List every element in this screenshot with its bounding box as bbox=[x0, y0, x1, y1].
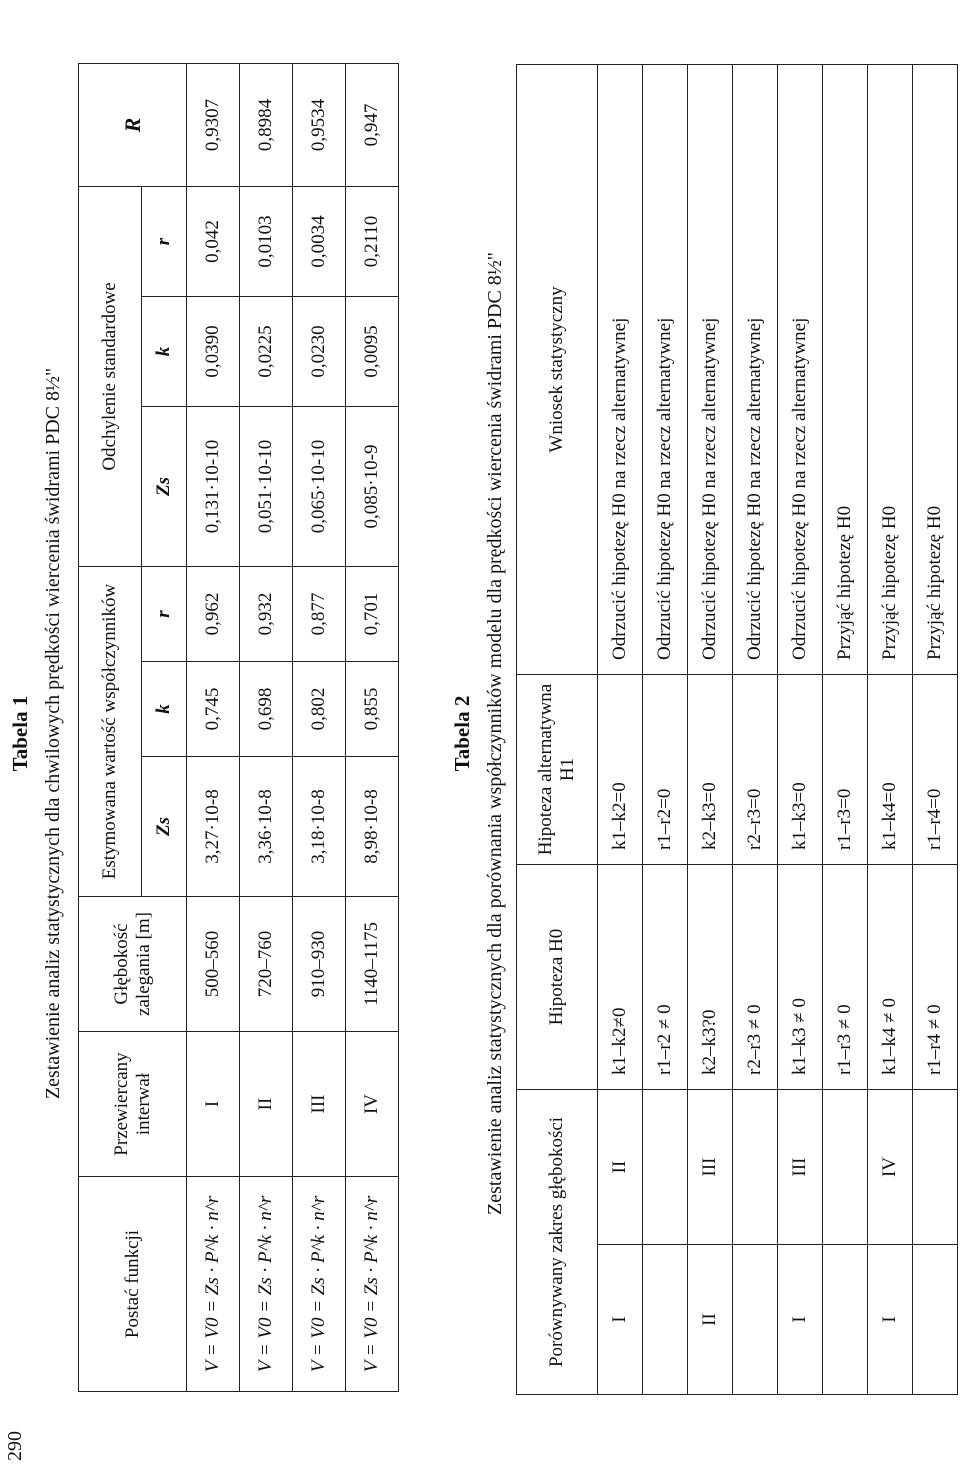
conclusion-cell: Przyjąć hipotezę H0 bbox=[913, 64, 958, 674]
header-conclusion: Wniosek statystyczny bbox=[517, 64, 598, 674]
interval-cell: III bbox=[293, 1032, 346, 1177]
est-zs-cell: 3,27·10-8 bbox=[187, 757, 240, 897]
depth-cell: 1140–1175 bbox=[346, 897, 399, 1032]
table1 bbox=[78, 63, 399, 1392]
range-a-cell bbox=[913, 1245, 958, 1395]
header-std-dev: Odchylenie standardowe bbox=[79, 186, 142, 566]
range-a-cell: I bbox=[778, 1245, 823, 1395]
sd-r-cell: 0,0034 bbox=[293, 186, 346, 296]
est-zs-cell: 3,36·10-8 bbox=[240, 757, 293, 897]
header-range: Porównywany zakres głębokości bbox=[517, 1089, 598, 1394]
range-a-cell: I bbox=[598, 1245, 643, 1395]
range-a-cell bbox=[823, 1245, 868, 1395]
h1-cell: k1–k2=0 bbox=[598, 674, 643, 864]
header-interval: Przewiercany interwał bbox=[79, 1032, 187, 1177]
sd-k-cell: 0,0390 bbox=[187, 297, 240, 407]
conclusion-cell: Przyjąć hipotezę H0 bbox=[868, 64, 913, 674]
range-b-cell: II bbox=[598, 1089, 643, 1244]
formula-cell: V = V0 = Zs · P^k · n^r bbox=[346, 1177, 399, 1392]
formula-cell: V = V0 = Zs · P^k · n^r bbox=[240, 1177, 293, 1392]
conclusion-cell: Odrzucić hipotezę H0 na rzecz alternatywnej bbox=[778, 64, 823, 674]
range-b-cell: IV bbox=[868, 1089, 913, 1244]
table1-subtitle: Zestawienie analiz statystycznych dla chwilowych prędkości wiercenia świdrami PDC 8½" bbox=[42, 367, 64, 1100]
sd-k-cell: 0,0095 bbox=[346, 297, 399, 407]
est-k-cell: 0,745 bbox=[187, 662, 240, 757]
est-zs-cell: 3,18·10-8 bbox=[293, 757, 346, 897]
sd-r-cell: 0,2110 bbox=[346, 186, 399, 296]
header-h1: Hipoteza alternatywna H1 bbox=[517, 674, 598, 864]
header-R: R bbox=[79, 63, 187, 186]
header-est-r: r bbox=[142, 567, 187, 662]
range-a-cell bbox=[733, 1245, 778, 1395]
range-b-cell bbox=[823, 1089, 868, 1244]
header-h0: Hipoteza H0 bbox=[517, 864, 598, 1089]
sd-zs-cell: 0,065·10-10 bbox=[293, 407, 346, 567]
est-r-cell: 0,877 bbox=[293, 567, 346, 662]
range-a-cell: I bbox=[868, 1245, 913, 1395]
h0-cell: r2–r3 ≠ 0 bbox=[733, 864, 778, 1089]
h0-cell: r1–r4 ≠ 0 bbox=[913, 864, 958, 1089]
formula-cell: V = V0 = Zs · P^k · n^r bbox=[187, 1177, 240, 1392]
table1-title: Tabela 1 bbox=[8, 695, 32, 772]
h1-cell: r2–r3=0 bbox=[733, 674, 778, 864]
header-depth: Głębokość zalegania [m] bbox=[79, 897, 187, 1032]
depth-cell: 720–760 bbox=[240, 897, 293, 1032]
sd-zs-cell: 0,085·10-9 bbox=[346, 407, 399, 567]
header-sd-k: k bbox=[142, 297, 187, 407]
table2-title: Tabela 2 bbox=[450, 695, 474, 772]
conclusion-cell: Odrzucić hipotezę H0 na rzecz alternatywnej bbox=[643, 64, 688, 674]
h0-cell: k2–k3?0 bbox=[688, 864, 733, 1089]
h1-cell: r1–r4=0 bbox=[913, 674, 958, 864]
range-b-cell bbox=[733, 1089, 778, 1244]
h0-cell: r1–r3 ≠ 0 bbox=[823, 864, 868, 1089]
h0-cell: k1–k2≠0 bbox=[598, 864, 643, 1089]
header-est-zs: Zs bbox=[142, 757, 187, 897]
h1-cell: k1–k3=0 bbox=[778, 674, 823, 864]
h0-cell: k1–k4 ≠ 0 bbox=[868, 864, 913, 1089]
range-b-cell bbox=[643, 1089, 688, 1244]
range-a-cell bbox=[643, 1245, 688, 1395]
range-b-cell bbox=[913, 1089, 958, 1244]
R-cell: 0,9534 bbox=[293, 63, 346, 186]
conclusion-cell: Odrzucić hipotezę H0 na rzecz alternatywnej bbox=[733, 64, 778, 674]
header-sd-zs: Zs bbox=[142, 407, 187, 567]
R-cell: 0,9307 bbox=[187, 63, 240, 186]
h1-cell: r1–r3=0 bbox=[823, 674, 868, 864]
est-k-cell: 0,698 bbox=[240, 662, 293, 757]
formula-cell: V = V0 = Zs · P^k · n^r bbox=[293, 1177, 346, 1392]
page-number: 290 bbox=[4, 1431, 26, 1461]
table2-subtitle: Zestawienie analiz statystycznych dla porównania współczynników modelu dla prędkości wiercenia świdrami PDC 8½" bbox=[484, 252, 506, 1215]
est-r-cell: 0,701 bbox=[346, 567, 399, 662]
h0-cell: k1–k3 ≠ 0 bbox=[778, 864, 823, 1089]
range-b-cell: III bbox=[778, 1089, 823, 1244]
R-cell: 0,8984 bbox=[240, 63, 293, 186]
sd-r-cell: 0,042 bbox=[187, 186, 240, 296]
h1-cell: r1–r2=0 bbox=[643, 674, 688, 864]
sd-k-cell: 0,0230 bbox=[293, 297, 346, 407]
interval-cell: I bbox=[187, 1032, 240, 1177]
interval-cell: II bbox=[240, 1032, 293, 1177]
header-estimated: Estymowana wartość współczynników bbox=[79, 567, 142, 897]
interval-cell: IV bbox=[346, 1032, 399, 1177]
header-est-k: k bbox=[142, 662, 187, 757]
est-r-cell: 0,932 bbox=[240, 567, 293, 662]
est-k-cell: 0,855 bbox=[346, 662, 399, 757]
sd-zs-cell: 0,131·10-10 bbox=[187, 407, 240, 567]
header-sd-r: r bbox=[142, 186, 187, 296]
depth-cell: 500–560 bbox=[187, 897, 240, 1032]
conclusion-cell: Przyjąć hipotezę H0 bbox=[823, 64, 868, 674]
depth-cell: 910–930 bbox=[293, 897, 346, 1032]
sd-r-cell: 0,0103 bbox=[240, 186, 293, 296]
conclusion-cell: Odrzucić hipotezę H0 na rzecz alternatywnej bbox=[598, 64, 643, 674]
R-cell: 0,947 bbox=[346, 63, 399, 186]
est-r-cell: 0,962 bbox=[187, 567, 240, 662]
header-function-form: Postać funkcji bbox=[79, 1177, 187, 1392]
sd-k-cell: 0,0225 bbox=[240, 297, 293, 407]
h1-cell: k1–k4=0 bbox=[868, 674, 913, 864]
est-k-cell: 0,802 bbox=[293, 662, 346, 757]
est-zs-cell: 8,98·10-8 bbox=[346, 757, 399, 897]
h1-cell: k2–k3=0 bbox=[688, 674, 733, 864]
table2 bbox=[516, 64, 958, 1395]
sd-zs-cell: 0,051·10-10 bbox=[240, 407, 293, 567]
range-b-cell: III bbox=[688, 1089, 733, 1244]
conclusion-cell: Odrzucić hipotezę H0 na rzecz alternatywnej bbox=[688, 64, 733, 674]
range-a-cell: II bbox=[688, 1245, 733, 1395]
h0-cell: r1–r2 ≠ 0 bbox=[643, 864, 688, 1089]
